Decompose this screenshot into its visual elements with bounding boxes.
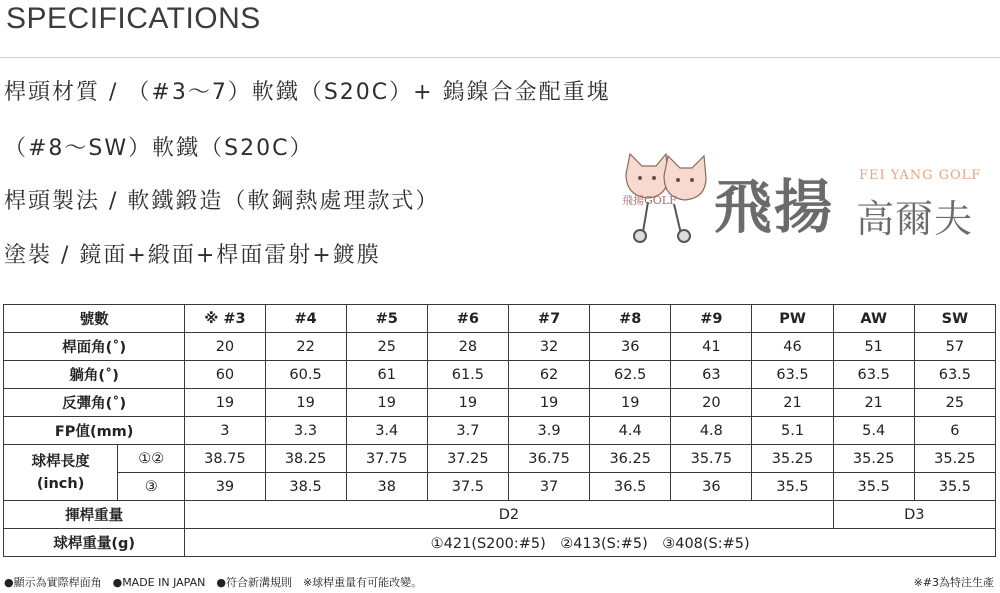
table-row: [4, 473, 996, 501]
header-cell: #5: [346, 305, 427, 333]
table-row: [4, 361, 996, 389]
header-cell: PW: [752, 305, 833, 333]
spec-line-manufacturing: 桿頭製法 / 軟鐵鍛造（軟鋼熱處理款式）: [4, 189, 440, 214]
table-cell: 20: [185, 333, 265, 361]
table-cell: 3.3: [265, 417, 346, 445]
table-cell: 38: [346, 473, 427, 501]
logo-cat-label: 飛揚GOLF: [622, 194, 677, 207]
row-label: 反彈角(˚): [4, 389, 185, 417]
table-cell: 28: [427, 333, 508, 361]
logo-main-text: 飛揚: [714, 173, 835, 241]
sub-label: ①②: [118, 445, 185, 473]
table-cell: 57: [914, 333, 995, 361]
table-cell: 38.25: [265, 445, 346, 473]
table-cell: 5.1: [752, 417, 833, 445]
table-cell: 63.5: [833, 361, 914, 389]
table-cell: 60: [185, 361, 265, 389]
table-cell: D2: [185, 501, 833, 529]
table-cell: 25: [914, 389, 995, 417]
table-cell: 36.25: [590, 445, 671, 473]
table-cell: 62: [508, 361, 589, 389]
table-cell: 61: [346, 361, 427, 389]
table-cell: D3: [833, 501, 995, 529]
table-cell: 35.5: [833, 473, 914, 501]
table-cell: 22: [265, 333, 346, 361]
table-cell: 36.5: [590, 473, 671, 501]
table-cell: 35.25: [914, 445, 995, 473]
table-row: [4, 501, 996, 529]
table-cell: 19: [346, 389, 427, 417]
table-cell: 38.5: [265, 473, 346, 501]
table-cell: 61.5: [427, 361, 508, 389]
row-label: 球桿長度 (inch): [4, 445, 118, 501]
row-label: 揮桿重量: [4, 501, 185, 529]
spec-table: [3, 304, 996, 557]
table-cell: 4.4: [590, 417, 671, 445]
table-cell: 3.9: [508, 417, 589, 445]
spec-line-head-material-short: （#8～SW）軟鐵（S20C）: [4, 136, 314, 161]
header-cell: 號數: [4, 305, 185, 333]
table-cell: 6: [914, 417, 995, 445]
table-cell: 63.5: [752, 361, 833, 389]
table-cell: 5.4: [833, 417, 914, 445]
table-cell: 37.5: [427, 473, 508, 501]
table-cell: ①421(S200:#5) ②413(S:#5) ③408(S:#5): [185, 529, 996, 557]
table-cell: 3.4: [346, 417, 427, 445]
length-rows: [4, 445, 996, 557]
table-cell: 19: [590, 389, 671, 417]
header-cell: #8: [590, 305, 671, 333]
header-cell: ※ #3: [185, 305, 265, 333]
table-cell: 35.25: [833, 445, 914, 473]
table-cell: 41: [671, 333, 752, 361]
logo-english-text: FEI YANG GOLF: [859, 168, 982, 183]
table-cell: 19: [427, 389, 508, 417]
table-cell: 19: [185, 389, 265, 417]
title-divider: [0, 57, 1000, 58]
table-cell: 62.5: [590, 361, 671, 389]
table-header-row: [4, 305, 996, 333]
row-label: FP值(mm): [4, 417, 185, 445]
header-cell: #6: [427, 305, 508, 333]
table-cell: 35.5: [914, 473, 995, 501]
table-cell: 46: [752, 333, 833, 361]
header-cell: #7: [508, 305, 589, 333]
table-cell: 3: [185, 417, 265, 445]
footer-notes: ●顯示為實際桿面角 ●MADE IN JAPAN ●符合新溝規則 ※球桿重量有可能改變。: [4, 576, 423, 589]
table-cell: 4.8: [671, 417, 752, 445]
table-cell: 63.5: [914, 361, 995, 389]
table-cell: 21: [752, 389, 833, 417]
table-cell: 37.75: [346, 445, 427, 473]
row-label: 球桿重量(g): [4, 529, 185, 557]
header-cell: #9: [671, 305, 752, 333]
table-cell: 38.75: [185, 445, 265, 473]
table-cell: 25: [346, 333, 427, 361]
table-row: [4, 529, 996, 557]
row-label: 躺角(˚): [4, 361, 185, 389]
table-cell: 35.75: [671, 445, 752, 473]
table-cell: 60.5: [265, 361, 346, 389]
spec-line-finish: 塗裝 / 鏡面+緞面+桿面雷射+鍍膜: [4, 243, 381, 268]
table-cell: 35.5: [752, 473, 833, 501]
header-cell: SW: [914, 305, 995, 333]
table-cell: 36: [590, 333, 671, 361]
table-cell: 36: [671, 473, 752, 501]
table-cell: 32: [508, 333, 589, 361]
table-row: [4, 417, 996, 445]
footer-special-order: ※#3為特注生產: [913, 576, 994, 589]
table-cell: 21: [833, 389, 914, 417]
table-cell: 36.75: [508, 445, 589, 473]
table-row: [4, 389, 996, 417]
table-cell: 37.25: [427, 445, 508, 473]
page-title: SPECIFICATIONS: [6, 2, 261, 35]
row-label: 桿面角(˚): [4, 333, 185, 361]
logo-sub-text: 高爾夫: [856, 197, 974, 241]
header-cell: AW: [833, 305, 914, 333]
table-body: [4, 333, 996, 445]
header-cell: #4: [265, 305, 346, 333]
table-cell: 39: [185, 473, 265, 501]
table-cell: 35.25: [752, 445, 833, 473]
table-cell: 19: [508, 389, 589, 417]
table-cell: 20: [671, 389, 752, 417]
spec-line-head-material: 桿頭材質 / （#3～7）軟鐵（S20C）+ 鎢鎳合金配重塊: [4, 80, 611, 105]
table-cell: 3.7: [427, 417, 508, 445]
table-row: [4, 333, 996, 361]
sub-label: ③: [118, 473, 185, 501]
table-cell: 63: [671, 361, 752, 389]
table-cell: 37: [508, 473, 589, 501]
table-row: [4, 445, 996, 473]
table-cell: 19: [265, 389, 346, 417]
table-cell: 51: [833, 333, 914, 361]
